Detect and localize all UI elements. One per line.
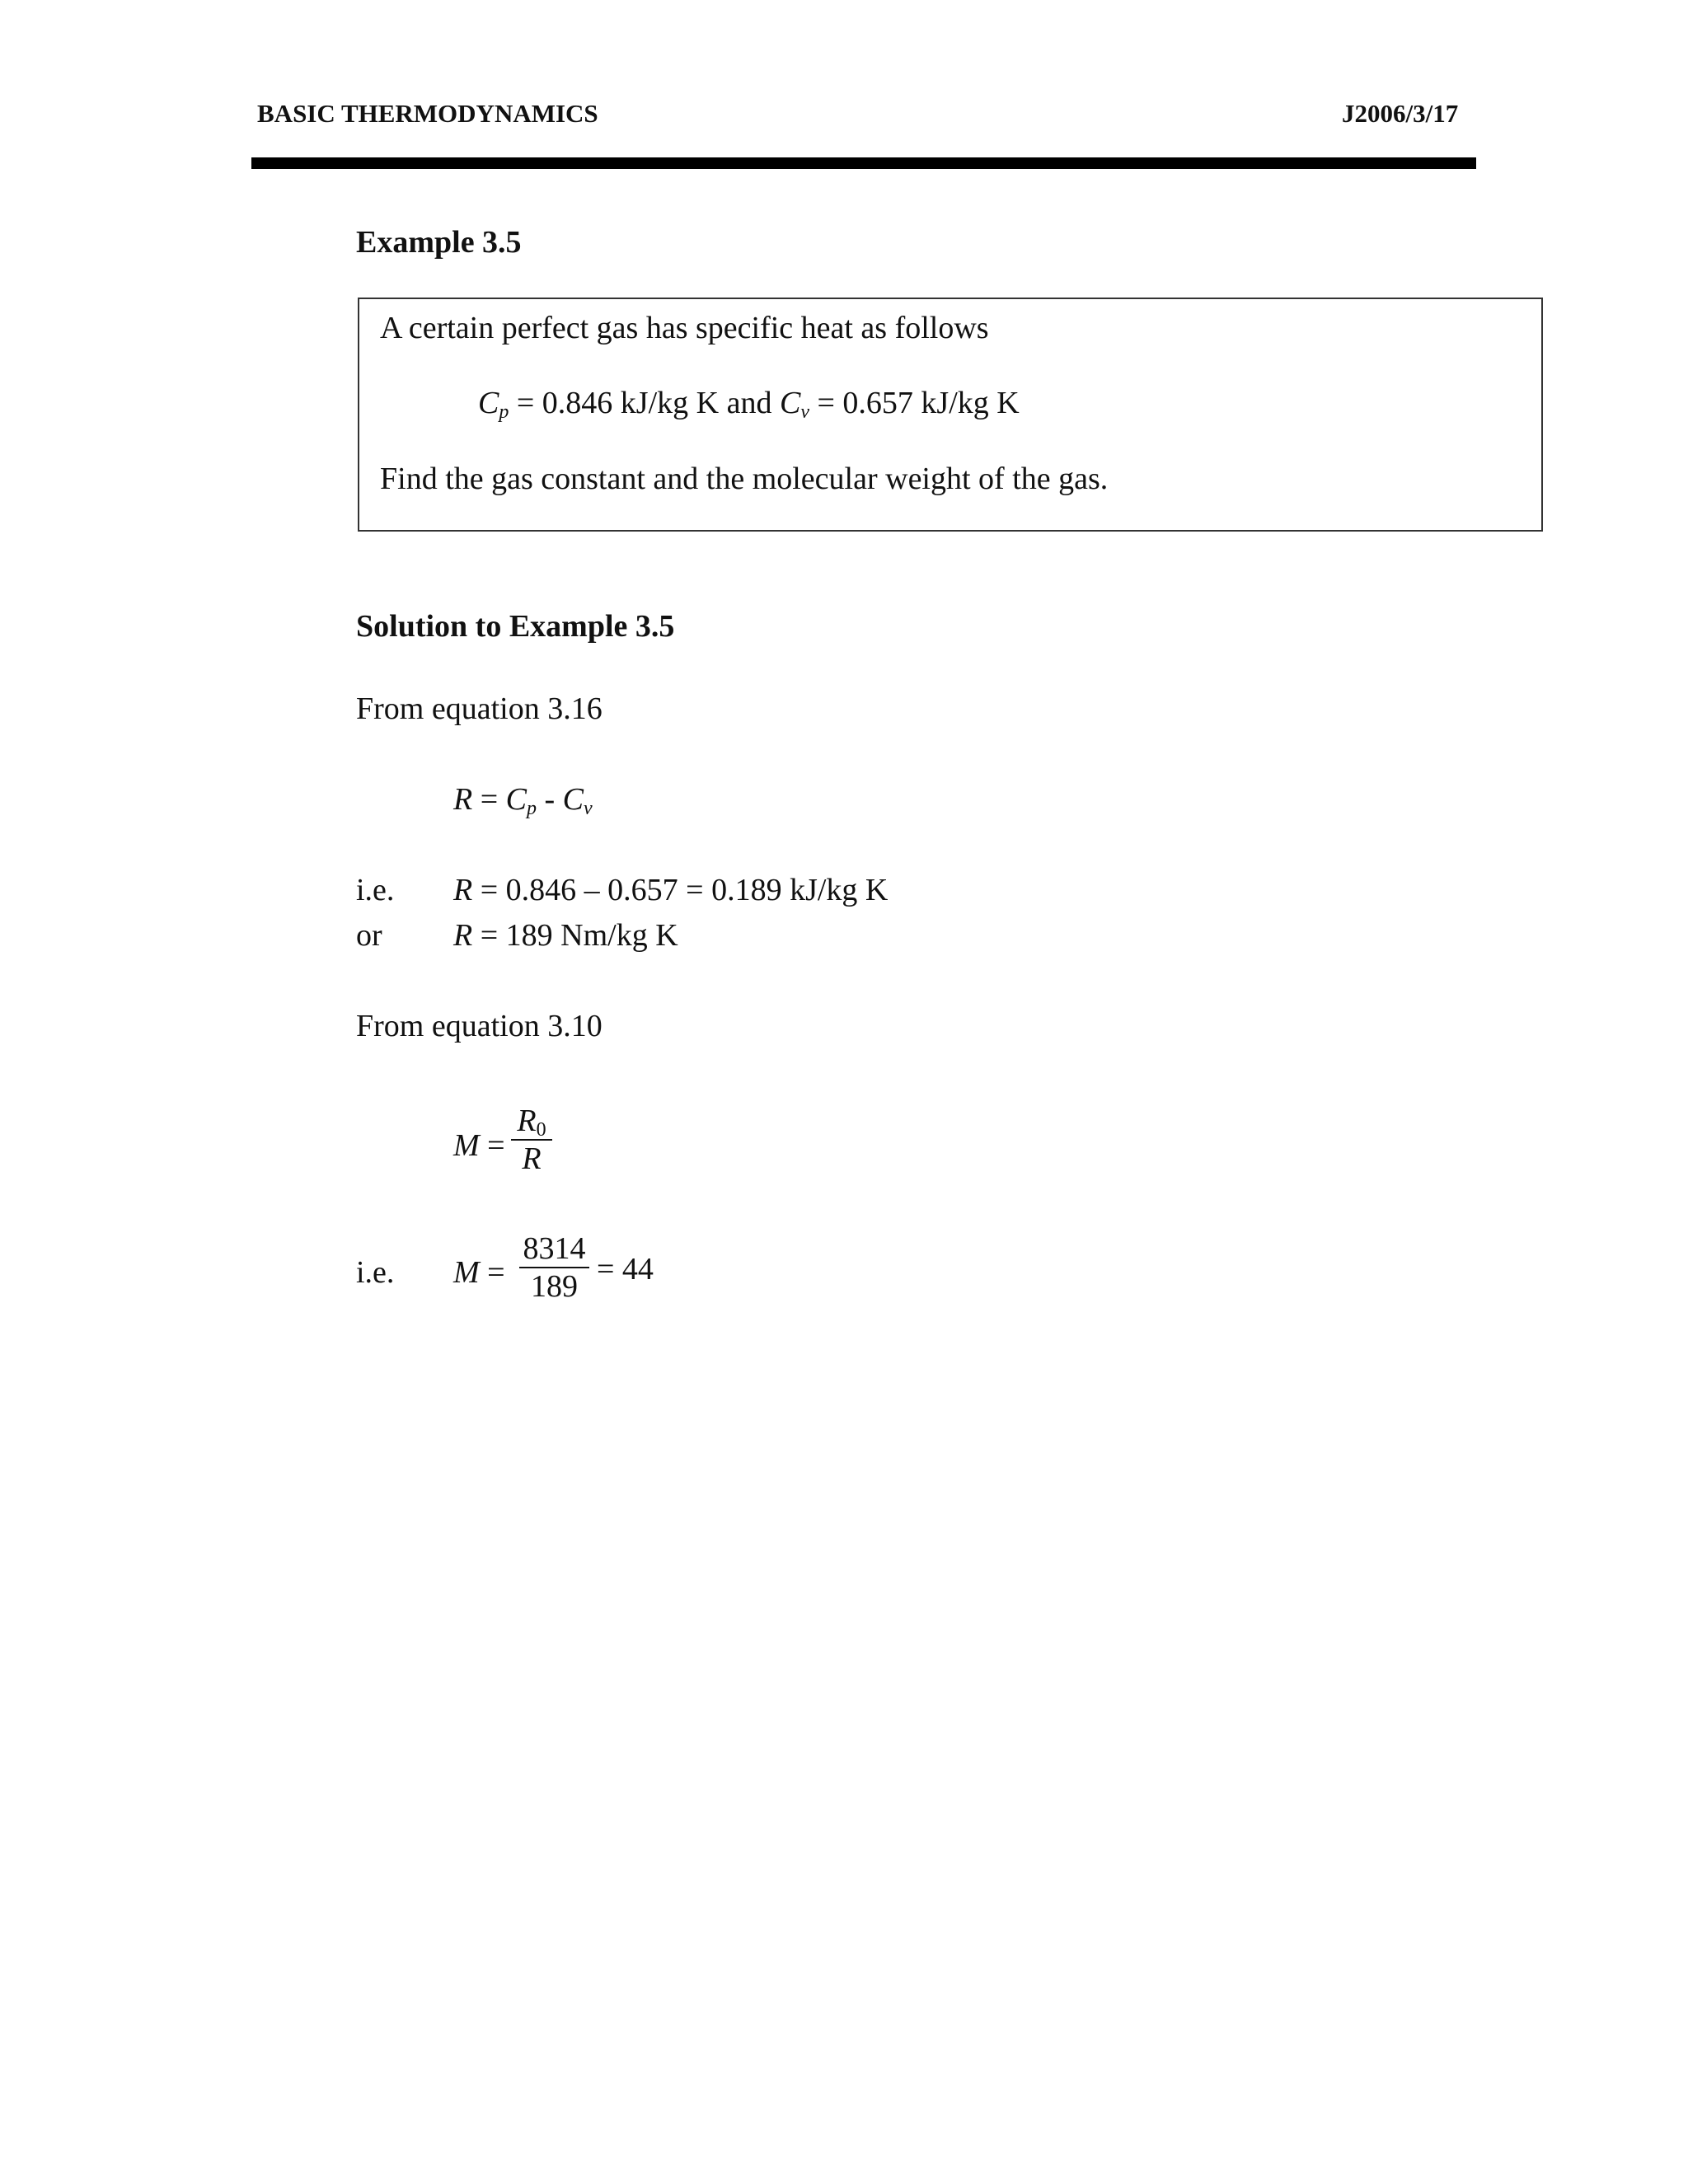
- cv-subscript: v: [800, 401, 809, 423]
- eq2-rest: = 0.846 – 0.657 = 0.189 kJ/kg K: [472, 873, 889, 907]
- eq1-cv: C: [562, 782, 584, 817]
- eq1-cv-sub: v: [584, 798, 593, 819]
- eq1-equals: =: [472, 782, 506, 817]
- eq1-minus: -: [537, 782, 563, 817]
- cp-value: = 0.846 kJ/kg K and: [509, 386, 780, 420]
- cp-subscript: p: [499, 401, 509, 423]
- equation-r-kj: [453, 872, 888, 908]
- running-header-title: BASIC THERMODYNAMICS: [257, 99, 598, 128]
- reference-equation-3-10: From equation 3.10: [356, 1009, 603, 1043]
- eq3-r: R: [453, 918, 473, 953]
- eq1-cp-sub: p: [527, 798, 537, 819]
- eq2-r: R: [453, 873, 473, 907]
- cv-symbol: C: [779, 386, 801, 420]
- ie-label-1: i.e.: [356, 873, 395, 907]
- header-rule: [251, 157, 1476, 169]
- eq1-cp: C: [505, 782, 528, 817]
- example-title: Example 3.5: [356, 225, 522, 260]
- eq5-equals: =: [479, 1255, 505, 1290]
- eq4-numerator-r: R: [517, 1104, 537, 1138]
- example-line-1: A certain perfect gas has specific heat as follows: [380, 311, 989, 345]
- or-label: or: [356, 918, 382, 953]
- eq3-rest: = 189 Nm/kg K: [472, 918, 678, 953]
- equation-r-nm: [453, 917, 678, 954]
- eq1-r: R: [453, 782, 473, 817]
- example-line-3: Find the gas constant and the molecular weight of the gas.: [380, 462, 1109, 496]
- eq5-m: M: [453, 1255, 480, 1290]
- eq5-lhs: [453, 1254, 505, 1291]
- solution-title: Solution to Example 3.5: [356, 609, 675, 644]
- reference-equation-3-16: From equation 3.16: [356, 691, 603, 726]
- eq4-numerator-sub: 0: [536, 1119, 546, 1141]
- cp-symbol: C: [478, 386, 499, 420]
- eq5-numerator: 8314: [523, 1231, 586, 1266]
- example-specific-heats: [478, 385, 1020, 421]
- equation-gas-constant: [453, 781, 593, 818]
- page-number: J2006/3/17: [1342, 99, 1459, 128]
- ie-label-2: i.e.: [356, 1255, 395, 1290]
- eq4-lhs: [453, 1127, 505, 1164]
- cv-value: = 0.657 kJ/kg K: [809, 386, 1020, 420]
- fraction-8314-over-189: [519, 1230, 589, 1305]
- eq5-result: = 44: [597, 1252, 654, 1286]
- eq4-equals: =: [479, 1128, 505, 1163]
- eq5-denominator: 189: [531, 1269, 578, 1304]
- fraction-r0-over-r: [511, 1103, 552, 1177]
- eq4-m: M: [453, 1128, 480, 1163]
- eq4-denominator: R: [522, 1141, 542, 1176]
